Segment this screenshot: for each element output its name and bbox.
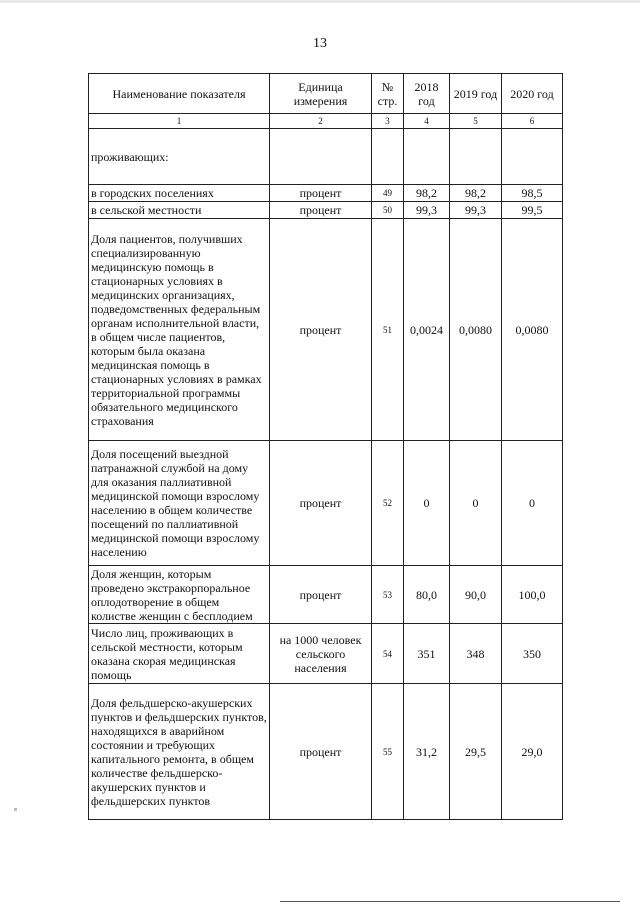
row-unit: процент [270, 684, 372, 820]
row-line: 53 [372, 566, 404, 624]
row-unit: процент [270, 202, 372, 219]
header-unit: Единица измерения [270, 74, 372, 114]
row-2019: 348 [450, 624, 502, 684]
row-2020: 0 [502, 441, 563, 566]
row-line: 50 [372, 202, 404, 219]
row-name: Доля фельдшерско-акушерских пунктов и фельдшерских пунктов, находящихся в аварийном состоянии и требующих капитального ремонта, в общем количестве фельдшерско-акушерских пунктов и фельдшерских пунктов [89, 684, 270, 820]
header-2018: 2018 год [404, 74, 450, 114]
row-2020: 0,0080 [502, 219, 563, 441]
table-row [89, 185, 563, 202]
table-row [89, 441, 563, 566]
row-2018 [404, 129, 450, 185]
row-2018: 99,3 [404, 202, 450, 219]
header-name: Наименование показателя [89, 74, 270, 114]
row-2020: 99,5 [502, 202, 563, 219]
row-2018: 31,2 [404, 684, 450, 820]
row-unit [270, 129, 372, 185]
row-2019: 99,3 [450, 202, 502, 219]
col-number: 6 [502, 114, 563, 129]
row-name: Число лиц, проживающих в сельской местности, которым оказана скорая медицинская помощь [89, 624, 270, 684]
row-2020: 98,5 [502, 185, 563, 202]
row-2019: 0,0080 [450, 219, 502, 441]
col-number: 4 [404, 114, 450, 129]
row-unit: процент [270, 219, 372, 441]
col-number: 1 [89, 114, 270, 129]
row-unit: процент [270, 566, 372, 624]
scan-edge [280, 901, 620, 902]
row-2018: 0 [404, 441, 450, 566]
row-line [372, 129, 404, 185]
scan-speck [14, 808, 17, 811]
scan-edge [0, 0, 640, 3]
row-line: 52 [372, 441, 404, 566]
table-row [89, 566, 563, 624]
row-name: Доля женщин, которым проведено экстракорпоральное оплодотворение в общем колистве женщин с бесплодием [89, 566, 270, 624]
row-line: 51 [372, 219, 404, 441]
row-name: в городских поселениях [89, 185, 270, 202]
table-row [89, 202, 563, 219]
col-number: 3 [372, 114, 404, 129]
row-2019: 98,2 [450, 185, 502, 202]
row-2018: 0,0024 [404, 219, 450, 441]
page-number: 13 [313, 36, 327, 51]
header-line: № стр. [372, 74, 404, 114]
row-line: 49 [372, 185, 404, 202]
row-unit: процент [270, 441, 372, 566]
row-2019: 90,0 [450, 566, 502, 624]
table-row [89, 129, 563, 185]
row-2019 [450, 129, 502, 185]
header-2019: 2019 год [450, 74, 502, 114]
row-line: 55 [372, 684, 404, 820]
row-2019: 0 [450, 441, 502, 566]
col-number: 5 [450, 114, 502, 129]
row-2020 [502, 129, 563, 185]
col-number: 2 [270, 114, 372, 129]
row-2018: 98,2 [404, 185, 450, 202]
table-row [89, 624, 563, 684]
row-2020: 350 [502, 624, 563, 684]
row-line: 54 [372, 624, 404, 684]
row-name: в сельской местности [89, 202, 270, 219]
table-row [89, 684, 563, 820]
row-2018: 80,0 [404, 566, 450, 624]
indicators-table [88, 73, 563, 820]
row-unit: процент [270, 185, 372, 202]
table-row [89, 219, 563, 441]
row-unit: на 1000 человек сельского населения [270, 624, 372, 684]
row-name: Доля пациентов, получивших специализированную медицинскую помощь в стационарных условиях в медицинских организациях, подведомственных федеральным органам исполнительной власти, в общем числе пациентов, которым была оказана медицинская помощь в стационарных условиях в рамках территориальной программы обязательного медицинского страхования [89, 219, 270, 441]
row-name: проживающих: [89, 129, 270, 185]
row-2019: 29,5 [450, 684, 502, 820]
row-2018: 351 [404, 624, 450, 684]
table-header-row [89, 74, 563, 114]
column-number-row [89, 114, 563, 129]
row-2020: 100,0 [502, 566, 563, 624]
row-name: Доля посещений выездной патранажной службой на дому для оказания паллиативной медицинской помощи взрослому населению в общем количестве посещений по паллиативной медицинской помощи взрослому населению [89, 441, 270, 566]
header-2020: 2020 год [502, 74, 563, 114]
row-2020: 29,0 [502, 684, 563, 820]
